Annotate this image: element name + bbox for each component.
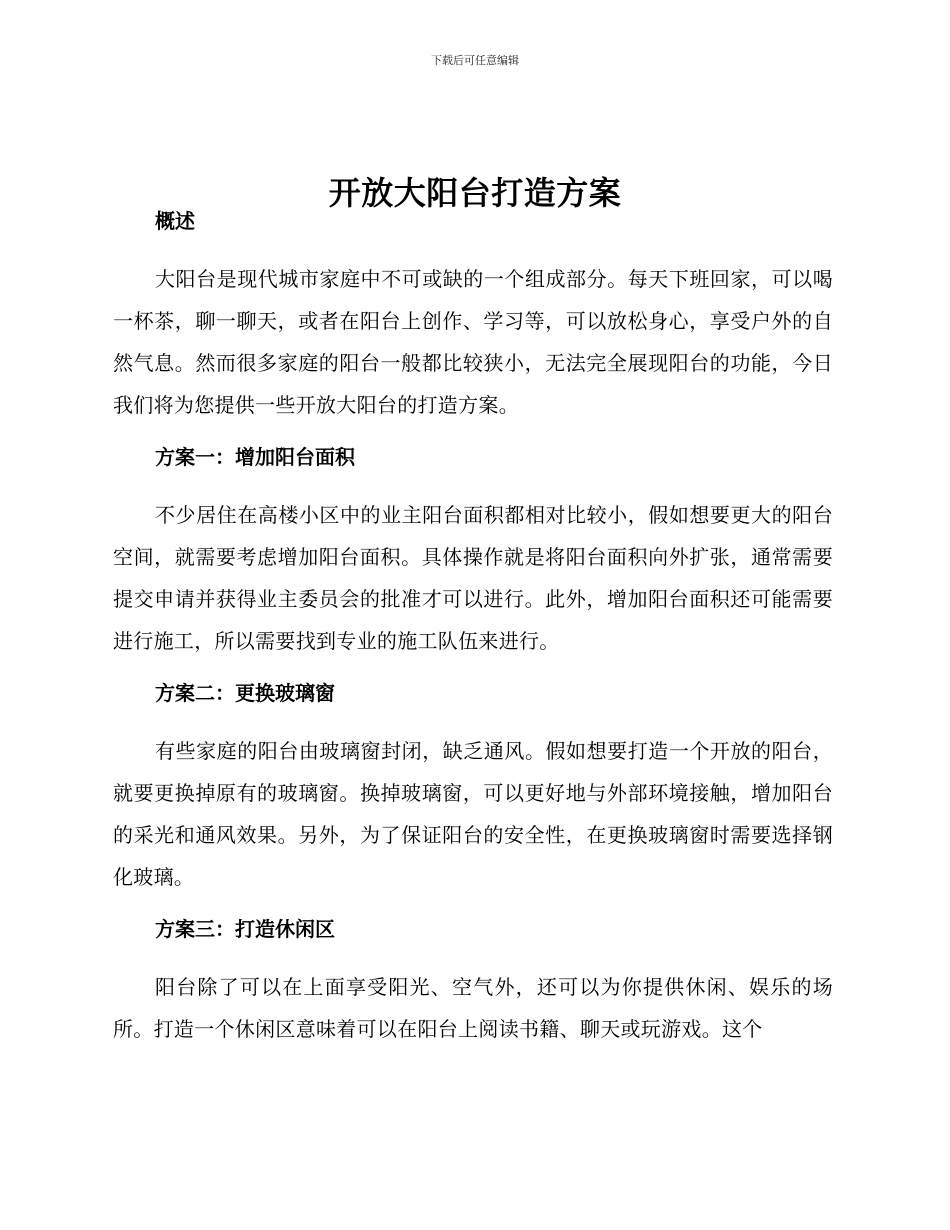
section-paragraph-plan-2: 有些家庭的阳台由玻璃窗封闭，缺乏通风。假如想要打造一个开放的阳台，就要更换掉原有的玻璃窗。换掉玻璃窗，可以更好地与外部环境接触，增加阳台的采光和通风效果。另外，为了保证阳台的安全性，在更换玻璃窗时需要选择钢化玻璃。: [113, 739, 833, 889]
section-heading-plan-3: 方案三：打造休闲区: [155, 917, 335, 941]
section-paragraph-plan-3: 阳台除了可以在上面享受阳光、空气外，还可以为你提供休闲、娱乐的场所。打造一个休闲区意味着可以在阳台上阅读书籍、聊天或玩游戏。这个: [113, 975, 833, 1041]
document-body: [113, 200, 833, 1050]
section-paragraph-overview: 大阳台是现代城市家庭中不可或缺的一个组成部分。每天下班回家，可以喝一杯茶，聊一聊天，或者在阳台上创作、学习等，可以放松身心，享受户外的自然气息。然而很多家庭的阳台一般都比较狭小，无法完全展现阳台的功能，今日我们将为您提供一些开放大阳台的打造方案。: [113, 267, 833, 417]
document-title: 开放大阳台打造方案: [328, 174, 622, 213]
header-note: 下载后可任意编辑: [431, 54, 519, 67]
section-heading-plan-1: 方案一：增加阳台面积: [155, 445, 355, 469]
section-heading-plan-2: 方案二：更换玻璃窗: [155, 681, 335, 705]
section-paragraph-plan-1: 不少居住在高楼小区中的业主阳台面积都相对比较小，假如想要更大的阳台空间，就需要考虑增加阳台面积。具体操作就是将阳台面积向外扩张，通常需要提交申请并获得业主委员会的批准才可以进行。此外，增加阳台面积还可能需要进行施工，所以需要找到专业的施工队伍来进行。: [113, 503, 833, 653]
section-heading-overview: 概述: [155, 209, 195, 233]
